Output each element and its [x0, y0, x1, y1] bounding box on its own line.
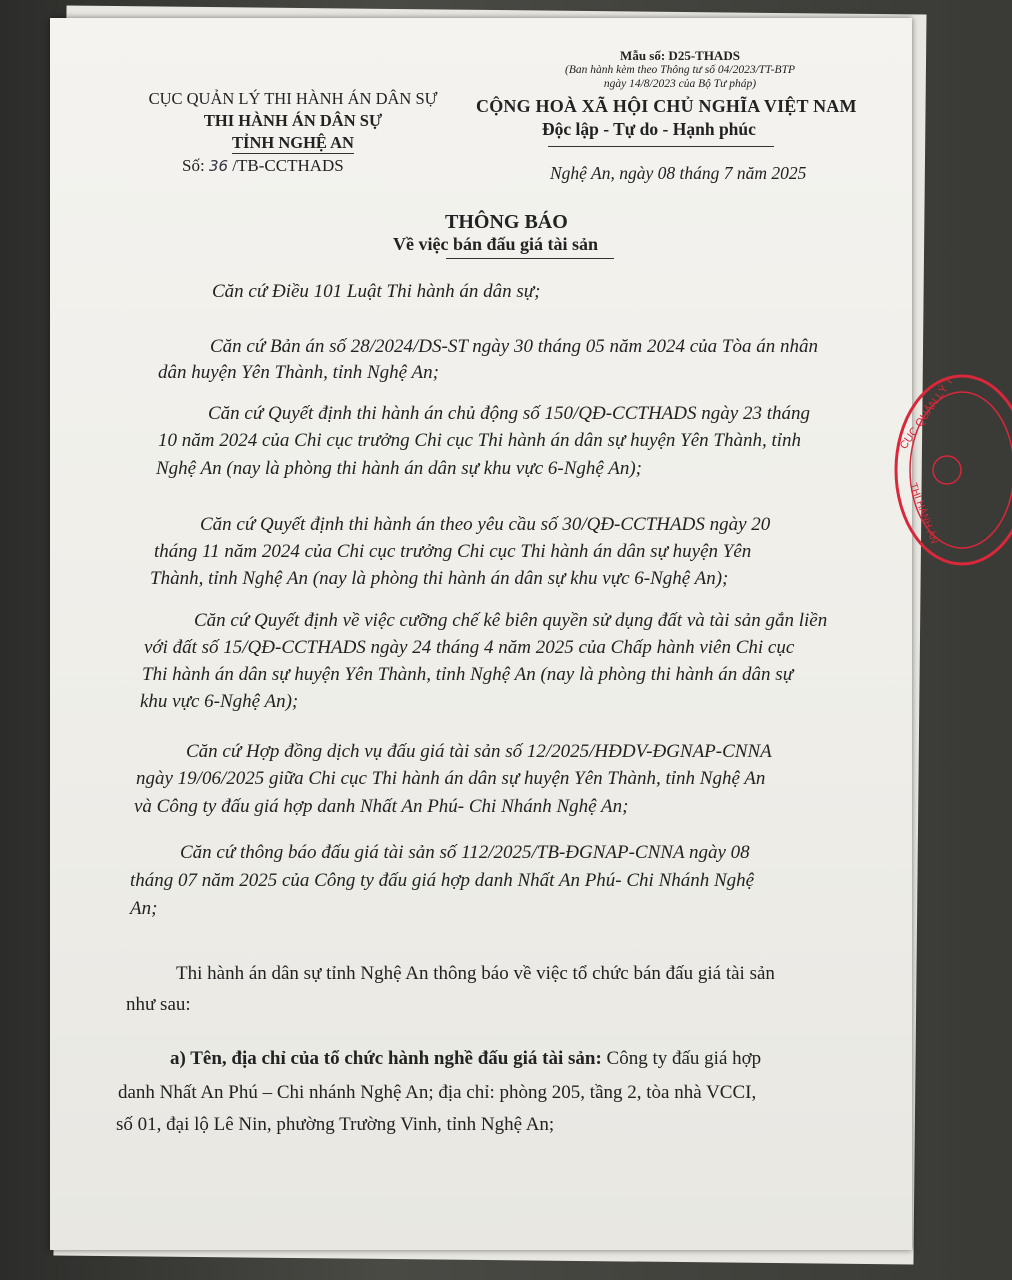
basis-line-14: Căn cứ Hợp đồng dịch vụ đấu giá tài sản số 12/2025/HĐDV-ĐGNAP-CNNA [186, 741, 772, 762]
country-name: CỘNG HOÀ XÃ HỘI CHỦ NGHĨA VIỆT NAM [476, 96, 857, 116]
motto-underline [548, 146, 774, 147]
basis-line-10: Căn cứ Quyết định về việc cưỡng chế kê biên quyền sử dụng đất và tài sản gắn liền [194, 610, 828, 631]
basis-line-3: dân huyện Yên Thành, tỉnh Nghệ An; [158, 362, 439, 383]
stamp-text-side: THI HÀNH ÁN [907, 481, 940, 546]
basis-line-17: Căn cứ thông báo đấu giá tài sản số 112/2025/TB-ĐGNAP-CNNA ngày 08 [180, 842, 750, 863]
intro-line-1: Thi hành án dân sự tỉnh Nghệ An thông báo về việc tổ chức bán đấu giá tài sản [176, 963, 775, 984]
basis-line-1: Căn cứ Điều 101 Luật Thi hành án dân sự; [212, 281, 541, 302]
form-note-1: (Ban hành kèm theo Thông tư số 04/2023/TT-BTP [565, 64, 795, 76]
basis-line-18: tháng 07 năm 2025 của Công ty đấu giá hợp danh Nhất An Phú- Chi Nhánh Nghệ [130, 870, 755, 891]
stamp-text-top: CỤC QUẢN LÝ T [897, 375, 957, 452]
basis-line-16: và Công ty đấu giá hợp danh Nhất An Phú- Chi Nhánh Nghệ An; [134, 796, 629, 817]
agency-name: CỤC QUẢN LÝ THI HÀNH ÁN DÂN SỰ [148, 89, 438, 108]
basis-line-15: ngày 19/06/2025 giữa Chi cục Thi hành án dân sự huyện Yên Thành, tỉnh Nghệ An [136, 768, 766, 789]
form-code: Mẫu số: D25-THADS [620, 48, 740, 63]
official-stamp [892, 370, 1012, 570]
subtitle-underline [446, 258, 614, 259]
basis-line-7: Căn cứ Quyết định thi hành án theo yêu cầu số 30/QĐ-CCTHADS ngày 20 [200, 514, 771, 535]
basis-line-6: Nghệ An (nay là phòng thi hành án dân sự khu vực 6-Nghệ An); [156, 458, 642, 479]
section-a-first-line: a) Tên, địa chỉ của tổ chức hành nghề đấu giá tài sản: Công ty đấu giá hợp [170, 1048, 762, 1069]
basis-line-9: Thành, tỉnh Nghệ An (nay là phòng thi hành án dân sự khu vực 6-Nghệ An); [150, 568, 729, 589]
basis-line-11: với đất số 15/QĐ-CCTHADS ngày 24 tháng 4 năm 2025 của Chấp hành viên Chi cục [144, 637, 795, 658]
document-title: THÔNG BÁO [445, 211, 568, 233]
office-name-line1: THI HÀNH ÁN DÂN SỰ [203, 111, 383, 130]
national-motto: Độc lập - Tự do - Hạnh phúc [542, 119, 756, 139]
handwritten-number: 36 [208, 157, 229, 175]
form-note-2: ngày 14/8/2023 của Bộ Tư pháp) [603, 78, 757, 90]
section-a-heading: a) Tên, địa chỉ của tổ chức hành nghề đấu giá tài sản: [170, 1048, 602, 1069]
basis-line-4: Căn cứ Quyết định thi hành án chủ động số 150/QĐ-CCTHADS ngày 23 tháng [208, 403, 810, 424]
basis-line-19: An; [130, 898, 158, 919]
office-name-line2: TỈNH NGHỆ AN [232, 133, 354, 152]
intro-line-2: như sau: [126, 994, 191, 1015]
document-subtitle: Về việc bán đấu giá tài sản [393, 234, 599, 254]
basis-line-5: 10 năm 2024 của Chi cục trưởng Chi cục Thi hành án dân sự huyện Yên Thành, tỉnh [158, 430, 802, 451]
section-a-line-3: số 01, đại lộ Lê Nin, phường Trường Vinh, tỉnh Nghệ An; [116, 1114, 555, 1135]
basis-line-12: Thi hành án dân sự huyện Yên Thành, tỉnh Nghệ An (nay là phòng thi hành án dân sự [142, 664, 794, 685]
place-date: Nghệ An, ngày 08 tháng 7 năm 2025 [550, 163, 807, 183]
document-number: Số: 36 /TB-CCTHADS [182, 156, 344, 175]
section-a-line-2: danh Nhất An Phú – Chi nhánh Nghệ An; địa chỉ: phòng 205, tầng 2, tòa nhà VCCI, [118, 1082, 757, 1103]
basis-line-13: khu vực 6-Nghệ An); [140, 691, 299, 712]
document-page [50, 18, 957, 1250]
basis-line-8: tháng 11 năm 2024 của Chi cục trưởng Chi cục Thi hành án dân sự huyện Yên [154, 541, 752, 562]
basis-line-2: Căn cứ Bản án số 28/2024/DS-ST ngày 30 tháng 05 năm 2024 của Tòa án nhân [210, 336, 818, 357]
